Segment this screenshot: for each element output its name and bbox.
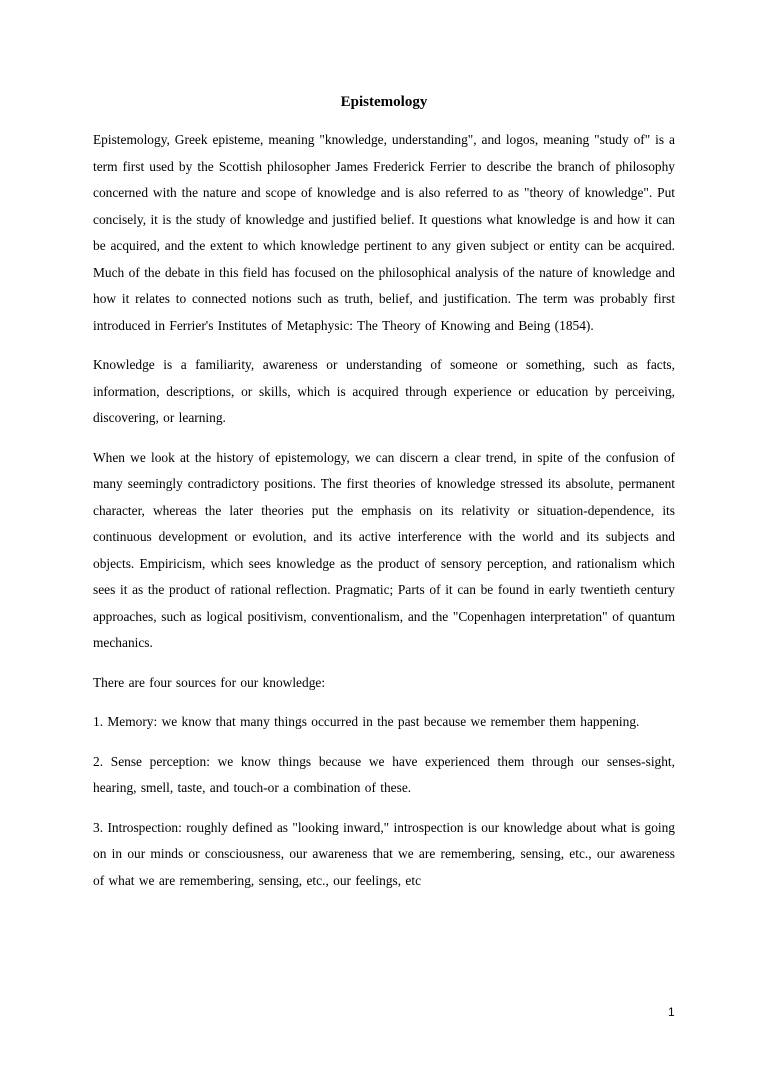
document-body: [93, 127, 675, 907]
list-item-memory: 1. Memory: we know that many things occurred in the past because we remember them happening.: [93, 714, 640, 729]
paragraph-history: When we look at the history of epistemology, we can discern a clear trend, in spite of the confusion of many seemingly contradictory positions. The first theories of knowledge stressed its absolute, permanent character, whereas the later theories put the emphasis on its relativity or situation-dependence, its continuous development or evolution, and its active interference with the world and its subjects and objects. Empiricism, which sees knowledge as the product of sensory perception, and rationalism which sees it as the product of rational reflection. Pragmatic; Parts of it can be found in early twentieth century approaches, such as logical positivism, conventionalism, and the "Copenhagen interpretation" of quantum mechanics.: [93, 449, 675, 650]
page-number: 1: [668, 1005, 675, 1019]
paragraph-sources-intro: There are four sources for our knowledge:: [93, 674, 326, 690]
list-item-sense-perception: 2. Sense perception: we know things because we have experienced them through our senses-sight, hearing, smell, taste, and touch-or a combination of these.: [93, 753, 675, 795]
paragraph-definition: Epistemology, Greek episteme, meaning "knowledge, understanding", and logos, meaning "study of" is a term first used by the Scottish philosopher James Frederick Ferrier to describe the branch of philosophy concerned with the nature and scope of knowledge and is also referred to as "theory of knowledge". Put concisely, it is the study of knowledge and justified belief. It questions what knowledge is and how it can be acquired, and the extent to which knowledge pertinent to any given subject or entity can be acquired. Much of the debate in this field has focused on the philosophical analysis of the nature of knowledge and how it relates to connected notions such as truth, belief, and justification. The term was probably first introduced in Ferrier's Institutes of Metaphysic: The Theory of Knowing and Being (1854).: [93, 132, 675, 333]
paragraph-knowledge: Knowledge is a familiarity, awareness or understanding of someone or something, such as facts, information, descriptions, or skills, which is acquired through experience or education by perceiving, discovering, or learning.: [93, 357, 675, 425]
list-item-introspection: 3. Introspection: roughly defined as "looking inward," introspection is our knowledge about what is going on in our minds or consciousness, our awareness that we are remembering, sensing, etc., our awareness of what we are remembering, sensing, etc., our feelings, etc: [93, 819, 675, 888]
page-title: Epistemology: [340, 94, 428, 110]
